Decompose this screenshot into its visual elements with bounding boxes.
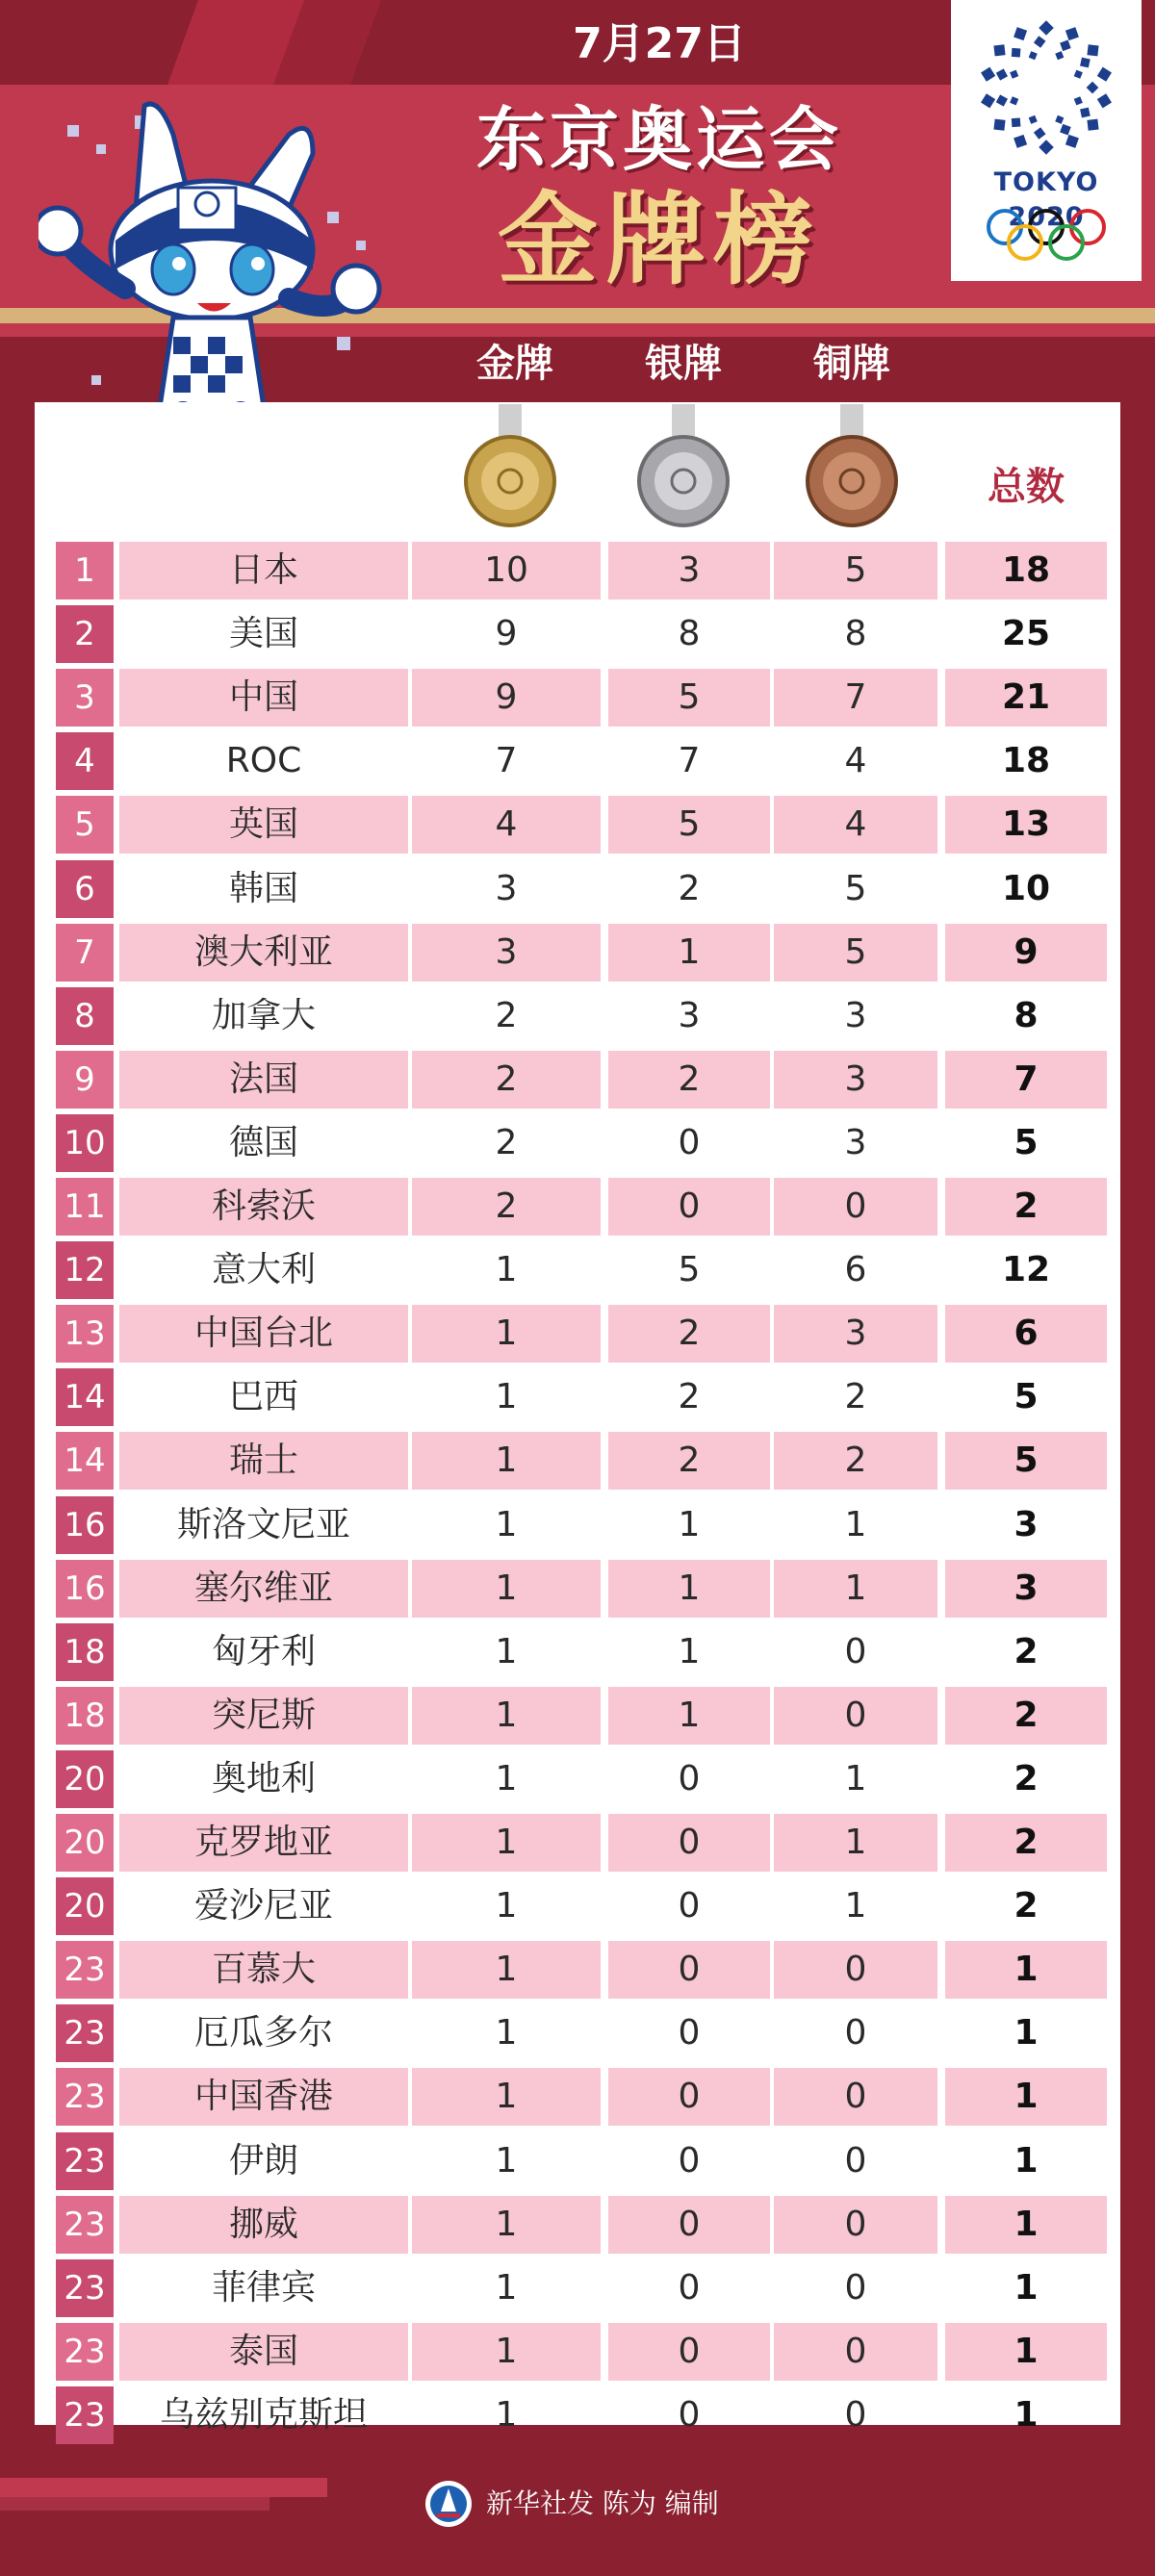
silver-count-cell: 7 — [678, 741, 701, 781]
country-cell: 澳大利亚 — [119, 924, 408, 982]
gold-count-cell: 1 — [412, 1687, 601, 1745]
total-count-cell: 25 — [1001, 614, 1051, 654]
country-cell: 中国香港 — [119, 2068, 408, 2126]
emblem-check — [1014, 27, 1027, 40]
emblem-check — [1065, 135, 1079, 148]
rank-cell: 11 — [56, 1178, 114, 1236]
table-row — [56, 605, 1109, 663]
emblem-check — [981, 93, 995, 108]
table-row — [56, 1623, 1109, 1681]
gold-count-cell: 1 — [412, 1560, 601, 1618]
emblem-check — [1080, 108, 1091, 118]
gold-count-cell: 1 — [495, 2013, 518, 2053]
bronze-count-cell: 0 — [844, 2394, 867, 2435]
bronze-medal-icon — [804, 404, 900, 529]
total-count-cell: 13 — [945, 796, 1107, 854]
rank-cell: 23 — [56, 2323, 114, 2381]
country-cell: 挪威 — [119, 2196, 408, 2254]
emblem-check — [1029, 51, 1038, 60]
rank-cell: 10 — [56, 1114, 114, 1172]
silver-count-cell: 0 — [678, 1122, 701, 1162]
bronze-count-cell: 0 — [774, 1941, 937, 1999]
emblem-check — [1060, 40, 1071, 52]
country-cell: 厄瓜多尔 — [193, 2013, 333, 2053]
silver-count-cell: 0 — [678, 2140, 701, 2181]
gold-count-cell: 1 — [495, 2394, 518, 2435]
table-row — [56, 732, 1109, 790]
gold-count-cell: 1 — [412, 2196, 601, 2254]
rank-cell: 14 — [56, 1432, 114, 1490]
silver-count-cell: 0 — [608, 2323, 770, 2381]
country-cell: 百慕大 — [119, 1941, 408, 1999]
table-row — [56, 1241, 1109, 1299]
silver-count-cell: 2 — [608, 1432, 770, 1490]
country-cell: 中国 — [119, 669, 408, 727]
bronze-count-cell: 1 — [774, 1814, 937, 1872]
footer-stripe — [0, 2497, 270, 2511]
emblem-check — [1010, 96, 1018, 105]
footer-stripe — [0, 2478, 327, 2497]
total-count-cell: 1 — [1014, 2140, 1039, 2181]
silver-count-cell: 1 — [608, 924, 770, 982]
footer-credit: 新华社发 陈为 编制 — [486, 2487, 719, 2519]
table-row — [56, 2323, 1109, 2381]
silver-count-cell: 0 — [678, 2013, 701, 2053]
rank-cell: 18 — [56, 1623, 114, 1681]
total-count-cell: 2 — [945, 1687, 1107, 1745]
emblem-check — [1055, 115, 1064, 124]
tokyo-2020-logo — [951, 0, 1142, 281]
rank-cell: 4 — [56, 732, 114, 790]
total-count-cell: 6 — [945, 1305, 1107, 1363]
table-row — [56, 1814, 1109, 1872]
silver-count-cell: 0 — [678, 2394, 701, 2435]
total-count-cell: 1 — [945, 2323, 1107, 2381]
logo-text: TOKYO 2020 — [993, 167, 1099, 232]
rank-cell: 16 — [56, 1560, 114, 1618]
table-row — [56, 2196, 1109, 2254]
emblem-check — [1087, 82, 1099, 94]
gold-count-cell: 7 — [495, 741, 518, 781]
rank-cell: 1 — [56, 542, 114, 599]
bronze-count-cell: 0 — [844, 1631, 867, 1671]
rank-cell: 5 — [56, 796, 114, 854]
page-title: 东京奥运会 — [475, 99, 842, 180]
emblem-check — [996, 68, 1008, 80]
total-count-cell: 2 — [945, 1178, 1107, 1236]
emblem-check — [1087, 119, 1098, 131]
rank-cell: 3 — [56, 669, 114, 727]
rank-cell: 14 — [56, 1368, 114, 1426]
country-cell: 菲律宾 — [211, 2267, 316, 2308]
country-cell: 意大利 — [211, 1250, 316, 1290]
total-count-cell: 18 — [945, 542, 1107, 599]
bronze-count-cell: 1 — [844, 1504, 867, 1544]
emblem-check — [1065, 27, 1079, 40]
bronze-count-cell: 1 — [774, 1560, 937, 1618]
page-subtitle: 金牌榜 — [497, 181, 821, 298]
country-cell: 英国 — [119, 796, 408, 854]
total-count-cell: 3 — [1014, 1504, 1039, 1544]
country-cell: 加拿大 — [211, 995, 316, 1035]
silver-count-cell: 0 — [608, 1178, 770, 1236]
bronze-count-cell: 0 — [774, 1178, 937, 1236]
gold-count-cell: 2 — [412, 1178, 601, 1236]
total-count-cell: 18 — [1001, 741, 1051, 781]
total-count-cell: 2 — [945, 1814, 1107, 1872]
rank-cell: 18 — [56, 1687, 114, 1745]
bronze-count-cell: 8 — [844, 614, 867, 654]
total-count-cell: 8 — [1014, 995, 1039, 1035]
column-header-total: 总数 — [988, 465, 1065, 509]
total-count-cell: 5 — [945, 1432, 1107, 1490]
gold-count-cell: 1 — [412, 1814, 601, 1872]
gold-count-cell: 2 — [495, 995, 518, 1035]
silver-count-cell: 2 — [678, 1377, 701, 1417]
emblem-check — [1039, 140, 1054, 155]
total-count-cell: 5 — [1014, 1377, 1039, 1417]
bronze-count-cell: 5 — [844, 868, 867, 908]
gold-count-cell: 1 — [495, 2267, 518, 2308]
total-count-cell: 1 — [945, 1941, 1107, 1999]
emblem-check — [1010, 70, 1018, 79]
emblem-check — [1074, 96, 1083, 105]
table-row — [56, 924, 1109, 982]
total-count-cell: 2 — [1014, 1886, 1039, 1926]
table-row — [56, 1560, 1109, 1618]
silver-count-cell: 1 — [608, 1687, 770, 1745]
table-row — [56, 796, 1109, 854]
emblem-check — [1080, 58, 1091, 68]
rank-cell: 20 — [56, 1814, 114, 1872]
silver-count-cell: 1 — [678, 1504, 701, 1544]
gold-count-cell: 1 — [495, 1504, 518, 1544]
country-cell: 科索沃 — [119, 1178, 408, 1236]
country-cell: 匈牙利 — [211, 1631, 316, 1671]
total-count-cell: 21 — [945, 669, 1107, 727]
rank-cell: 23 — [56, 2259, 114, 2317]
country-cell: 塞尔维亚 — [119, 1560, 408, 1618]
emblem-check — [1097, 67, 1112, 82]
emblem-check — [993, 44, 1005, 56]
silver-count-cell: 1 — [608, 1560, 770, 1618]
gold-count-cell: 1 — [412, 1432, 601, 1490]
total-count-cell: 12 — [1001, 1250, 1051, 1290]
country-cell: 中国台北 — [119, 1305, 408, 1363]
gold-count-cell: 1 — [412, 1305, 601, 1363]
rank-cell: 13 — [56, 1305, 114, 1363]
emblem-check — [1039, 20, 1054, 36]
silver-count-cell: 8 — [678, 614, 701, 654]
gold-count-cell: 9 — [412, 669, 601, 727]
emblem-check — [1034, 36, 1046, 48]
gold-count-cell: 9 — [495, 614, 518, 654]
silver-count-cell: 3 — [608, 542, 770, 599]
bronze-count-cell: 3 — [844, 995, 867, 1035]
country-cell: ROC — [225, 741, 302, 781]
table-row — [56, 1877, 1109, 1935]
table-row — [56, 669, 1109, 727]
country-cell: 乌兹别克斯坦 — [159, 2394, 368, 2435]
column-header-gold: 金牌 — [476, 342, 553, 386]
silver-count-cell: 0 — [608, 2196, 770, 2254]
table-row — [56, 1368, 1109, 1426]
silver-count-cell: 0 — [608, 1941, 770, 1999]
silver-count-cell: 0 — [608, 2068, 770, 2126]
rank-cell: 8 — [56, 987, 114, 1045]
country-cell: 美国 — [228, 614, 298, 654]
gold-count-cell: 4 — [412, 796, 601, 854]
gold-count-cell: 10 — [412, 542, 601, 599]
total-count-cell: 1 — [945, 2068, 1107, 2126]
emblem-check — [1074, 70, 1083, 79]
country-cell: 斯洛文尼亚 — [176, 1504, 350, 1544]
bronze-count-cell: 0 — [844, 2013, 867, 2053]
gold-count-cell: 1 — [495, 1758, 518, 1798]
rank-cell: 23 — [56, 2132, 114, 2190]
gold-count-cell: 1 — [495, 1631, 518, 1671]
total-count-cell: 10 — [1001, 868, 1051, 908]
table-row — [56, 860, 1109, 918]
gold-count-cell: 1 — [412, 2323, 601, 2381]
silver-count-cell: 1 — [678, 1631, 701, 1671]
country-cell: 韩国 — [228, 868, 298, 908]
emblem-check — [1034, 127, 1046, 140]
table-row — [56, 2259, 1109, 2317]
emblem-check — [1097, 93, 1112, 108]
rank-cell: 23 — [56, 2196, 114, 2254]
rank-cell: 23 — [56, 1941, 114, 1999]
table-row — [56, 1941, 1109, 1999]
rank-cell: 23 — [56, 2004, 114, 2062]
total-count-cell: 1 — [1014, 2013, 1039, 2053]
bronze-count-cell: 0 — [774, 2323, 937, 2381]
bronze-count-cell: 7 — [774, 669, 937, 727]
total-count-cell: 1 — [1014, 2394, 1039, 2435]
total-count-cell: 2 — [1014, 1631, 1039, 1671]
bronze-count-cell: 4 — [844, 741, 867, 781]
total-count-cell: 1 — [1014, 2267, 1039, 2308]
country-cell: 爱沙尼亚 — [193, 1886, 333, 1926]
rank-cell: 7 — [56, 924, 114, 982]
bronze-count-cell: 1 — [844, 1886, 867, 1926]
bronze-count-cell: 0 — [774, 1687, 937, 1745]
bronze-count-cell: 0 — [774, 2196, 937, 2254]
table-row — [56, 2132, 1109, 2190]
bronze-count-cell: 0 — [844, 2267, 867, 2308]
bronze-count-cell: 2 — [774, 1432, 937, 1490]
silver-count-cell: 0 — [678, 1758, 701, 1798]
country-cell: 瑞士 — [119, 1432, 408, 1490]
table-row — [56, 1496, 1109, 1554]
total-count-cell: 1 — [945, 2196, 1107, 2254]
total-count-cell: 2 — [1014, 1758, 1039, 1798]
table-row — [56, 542, 1109, 599]
rank-cell: 20 — [56, 1877, 114, 1935]
gold-count-cell: 3 — [412, 924, 601, 982]
bronze-count-cell: 0 — [774, 2068, 937, 2126]
rank-cell: 9 — [56, 1051, 114, 1109]
emblem-check — [1012, 48, 1021, 58]
gold-count-cell: 1 — [495, 1886, 518, 1926]
gold-medal-icon — [462, 404, 558, 529]
emblem-check — [993, 119, 1005, 131]
olympic-rings-icon — [984, 206, 1109, 264]
silver-count-cell: 2 — [608, 1305, 770, 1363]
table-row — [56, 1687, 1109, 1745]
country-cell: 日本 — [119, 542, 408, 599]
gold-count-cell: 1 — [412, 2068, 601, 2126]
bronze-count-cell: 1 — [844, 1758, 867, 1798]
rank-cell: 2 — [56, 605, 114, 663]
gold-count-cell: 1 — [412, 1941, 601, 1999]
silver-count-cell: 5 — [678, 1250, 701, 1290]
emblem-check — [1012, 117, 1021, 127]
page-date: 7月27日 — [573, 19, 746, 68]
table-row — [56, 1432, 1109, 1490]
total-count-cell: 9 — [945, 924, 1107, 982]
gold-count-cell: 1 — [495, 1377, 518, 1417]
emblem-check — [1087, 44, 1098, 56]
table-row — [56, 2068, 1109, 2126]
bronze-count-cell: 5 — [774, 542, 937, 599]
gold-count-cell: 2 — [495, 1122, 518, 1162]
table-row — [56, 2004, 1109, 2062]
silver-count-cell: 0 — [678, 2267, 701, 2308]
country-cell: 法国 — [119, 1051, 408, 1109]
emblem-check — [1055, 51, 1064, 60]
gold-count-cell: 2 — [412, 1051, 601, 1109]
country-cell: 克罗地亚 — [119, 1814, 408, 1872]
emblem-check — [1060, 124, 1071, 136]
gold-count-cell: 3 — [495, 868, 518, 908]
country-cell: 泰国 — [119, 2323, 408, 2381]
country-cell: 伊朗 — [228, 2140, 298, 2181]
silver-count-cell: 2 — [608, 1051, 770, 1109]
total-count-cell: 3 — [945, 1560, 1107, 1618]
country-cell: 突尼斯 — [119, 1687, 408, 1745]
tokyo-emblem-icon — [972, 13, 1120, 162]
silver-count-cell: 5 — [608, 796, 770, 854]
silver-count-cell: 2 — [678, 868, 701, 908]
column-header-bronze: 铜牌 — [813, 342, 890, 386]
table-row — [56, 1178, 1109, 1236]
country-cell: 德国 — [228, 1122, 298, 1162]
rank-cell: 20 — [56, 1750, 114, 1808]
emblem-check — [1014, 135, 1027, 148]
total-count-cell: 5 — [1014, 1122, 1039, 1162]
bronze-count-cell: 2 — [844, 1377, 867, 1417]
gold-count-cell: 1 — [495, 2140, 518, 2181]
bronze-count-cell: 0 — [844, 2140, 867, 2181]
silver-count-cell: 5 — [608, 669, 770, 727]
silver-count-cell: 0 — [608, 1814, 770, 1872]
bronze-count-cell: 6 — [844, 1250, 867, 1290]
table-row — [56, 1114, 1109, 1172]
silver-medal-icon — [635, 404, 732, 529]
silver-count-cell: 0 — [678, 1886, 701, 1926]
gold-count-cell: 1 — [495, 1250, 518, 1290]
bronze-count-cell: 4 — [774, 796, 937, 854]
emblem-check — [996, 94, 1008, 106]
rank-cell: 12 — [56, 1241, 114, 1299]
bronze-count-cell: 3 — [774, 1051, 937, 1109]
table-row — [56, 1750, 1109, 1808]
bronze-count-cell: 3 — [844, 1122, 867, 1162]
table-row — [56, 2386, 1109, 2444]
bronze-count-cell: 3 — [774, 1305, 937, 1363]
rank-cell: 16 — [56, 1496, 114, 1554]
total-count-cell: 7 — [945, 1051, 1107, 1109]
rank-cell: 23 — [56, 2068, 114, 2126]
table-row — [56, 987, 1109, 1045]
table-row — [56, 1051, 1109, 1109]
xinhua-logo-icon — [424, 2479, 474, 2529]
rank-cell: 23 — [56, 2386, 114, 2444]
column-header-silver: 银牌 — [645, 342, 722, 386]
emblem-check — [1029, 115, 1038, 124]
rank-cell: 6 — [56, 860, 114, 918]
bronze-count-cell: 5 — [774, 924, 937, 982]
table-row — [56, 1305, 1109, 1363]
country-cell: 巴西 — [228, 1377, 298, 1417]
silver-count-cell: 3 — [678, 995, 701, 1035]
country-cell: 奥地利 — [211, 1758, 316, 1798]
emblem-check — [981, 67, 995, 82]
